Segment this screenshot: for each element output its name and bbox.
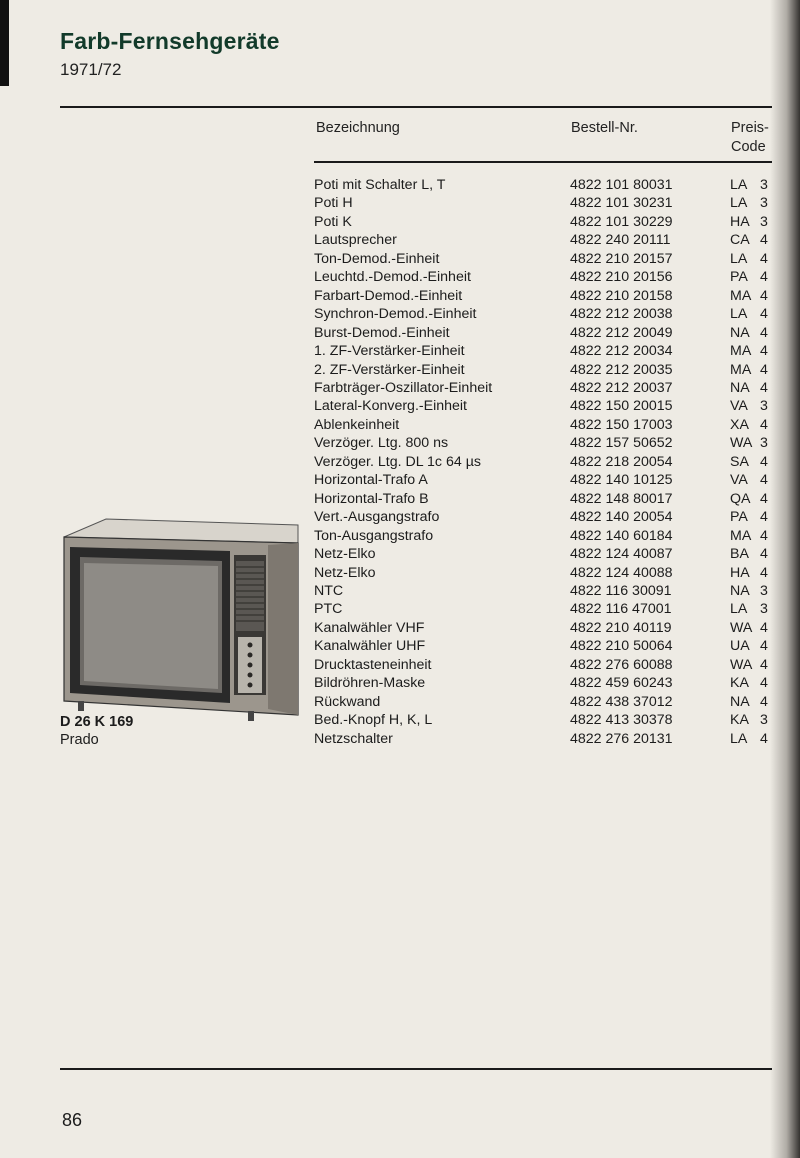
- price-digit: 4: [760, 527, 768, 544]
- price-code: VA: [730, 398, 748, 415]
- part-name: Farbart-Demod.-Einheit: [314, 287, 463, 304]
- price-code: MA: [730, 527, 752, 544]
- price-code: QA: [730, 490, 751, 507]
- page-binding-shadow: [770, 0, 800, 1158]
- table-row: [314, 416, 784, 434]
- product-model-number: D 26 K 169: [60, 714, 134, 730]
- price-code: WA: [730, 619, 753, 636]
- table-row: [314, 324, 784, 342]
- part-name: 1. ZF-Verstärker-Einheit: [314, 343, 465, 359]
- order-number: 4822 212 20035: [570, 361, 673, 378]
- table-row: [314, 600, 784, 618]
- part-name: Kanalwähler VHF: [314, 619, 425, 636]
- part-name: Netz-Elko: [314, 546, 376, 562]
- part-name: PTC: [314, 601, 343, 618]
- price-code: NA: [730, 582, 750, 599]
- price-code: NA: [730, 324, 750, 341]
- price-digit: 4: [760, 306, 768, 323]
- part-name: Netz-Elko: [314, 564, 376, 581]
- order-number: 4822 148 80017: [570, 490, 673, 507]
- order-number: 4822 150 17003: [570, 416, 673, 433]
- part-name: 2. ZF-Verstärker-Einheit: [314, 361, 465, 378]
- price-code: LA: [730, 195, 748, 212]
- page-edge-tab: [0, 0, 9, 86]
- table-row: [314, 508, 784, 526]
- part-name: Kanalwähler UHF: [314, 638, 426, 655]
- price-digit: 3: [760, 177, 768, 193]
- order-number: 4822 212 20049: [570, 324, 673, 341]
- table-row: [314, 361, 784, 379]
- part-name: Vert.-Ausgangstrafo: [314, 509, 440, 526]
- page-title: Farb-Fernsehgeräte: [60, 28, 280, 54]
- price-digit: 3: [760, 213, 768, 230]
- price-digit: 4: [760, 416, 768, 433]
- order-number: 4822 212 20037: [570, 379, 673, 396]
- header-bottom-rule: [314, 161, 772, 163]
- part-name: Leuchtd.-Demod.-Einheit: [314, 269, 471, 286]
- order-number: 4822 140 60184: [570, 527, 673, 544]
- price-code: LA: [730, 250, 748, 267]
- table-row: [314, 213, 784, 231]
- order-number: 4822 101 30231: [570, 195, 673, 212]
- price-digit: 3: [760, 582, 768, 599]
- table-row: [314, 490, 784, 508]
- price-code: WA: [730, 656, 753, 673]
- price-code: LA: [730, 730, 748, 747]
- part-name: Rückwand: [314, 693, 381, 710]
- price-digit: 4: [760, 324, 768, 341]
- price-digit: 4: [760, 232, 768, 249]
- order-number: 4822 212 20038: [570, 306, 673, 323]
- part-name: Bildröhren-Maske: [314, 675, 426, 692]
- price-digit: 4: [760, 546, 768, 562]
- table-row: [314, 471, 784, 489]
- table-row: [314, 231, 784, 249]
- order-number: 4822 212 20034: [570, 343, 673, 359]
- part-name: Bed.-Knopf H, K, L: [314, 712, 433, 728]
- page-number: 86: [62, 1110, 83, 1130]
- price-digit: 4: [760, 379, 768, 396]
- part-name: Ton-Demod.-Einheit: [314, 250, 440, 267]
- table-row: [314, 693, 784, 711]
- table-row: [314, 527, 784, 545]
- price-code: MA: [730, 361, 752, 378]
- part-name: Verzöger. Ltg. 800 ns: [314, 435, 449, 452]
- table-row: [314, 305, 784, 323]
- price-digit: 4: [760, 343, 768, 359]
- price-digit: 4: [760, 453, 768, 470]
- table-row: [314, 250, 784, 268]
- part-name: Drucktasteneinheit: [314, 656, 432, 673]
- table-row: [314, 656, 784, 674]
- price-code: KA: [730, 675, 749, 692]
- price-digit: 4: [760, 361, 768, 378]
- order-number: 4822 157 50652: [570, 435, 673, 452]
- price-digit: 4: [760, 693, 768, 710]
- order-number: 4822 116 30091: [570, 582, 672, 599]
- header-top-rule: [60, 106, 772, 108]
- price-code: HA: [730, 564, 750, 581]
- table-row: [314, 342, 784, 360]
- order-number: 4822 150 20015: [570, 398, 673, 415]
- order-number: 4822 413 30378: [570, 712, 673, 728]
- table-row: [314, 397, 784, 415]
- price-code: PA: [730, 269, 748, 286]
- price-digit: 3: [760, 435, 768, 452]
- order-number: 4822 438 37012: [570, 693, 673, 710]
- price-digit: 4: [760, 490, 768, 507]
- table-row: [314, 176, 784, 194]
- column-header-preis: Preis-: [731, 120, 769, 136]
- price-digit: 3: [760, 712, 768, 728]
- price-digit: 4: [760, 269, 768, 286]
- price-code: NA: [730, 693, 750, 710]
- table-row: [314, 379, 784, 397]
- part-name: Horizontal-Trafo A: [314, 472, 428, 489]
- price-code: MA: [730, 287, 752, 304]
- table-row: [314, 434, 784, 452]
- order-number: 4822 101 80031: [570, 177, 673, 193]
- product-model-name: Prado: [60, 732, 99, 748]
- order-number: 4822 276 20131: [570, 730, 673, 747]
- part-name: Ablenkeinheit: [314, 416, 400, 433]
- table-row: [314, 287, 784, 305]
- price-digit: 4: [760, 472, 768, 489]
- part-name: Horizontal-Trafo B: [314, 490, 429, 507]
- table-row: [314, 268, 784, 286]
- price-code: LA: [730, 177, 748, 193]
- price-code: LA: [730, 306, 748, 323]
- order-number: 4822 101 30229: [570, 213, 673, 230]
- column-header-code: Code: [731, 139, 766, 155]
- price-digit: 4: [760, 730, 768, 747]
- part-name: Ton-Ausgangstrafo: [314, 527, 434, 544]
- table-row: [314, 711, 784, 729]
- part-name: Poti mit Schalter L, T: [314, 177, 446, 193]
- price-code: HA: [730, 213, 750, 230]
- price-code: CA: [730, 232, 750, 249]
- price-code: VA: [730, 472, 748, 489]
- price-digit: 4: [760, 287, 768, 304]
- part-name: Synchron-Demod.-Einheit: [314, 306, 477, 323]
- part-name: Netzschalter: [314, 730, 393, 747]
- price-code: LA: [730, 601, 748, 618]
- column-header-bestell-nr: Bestell-Nr.: [571, 120, 638, 136]
- table-row: [314, 545, 784, 563]
- table-row: [314, 674, 784, 692]
- table-row: [314, 619, 784, 637]
- price-digit: 4: [760, 619, 768, 636]
- order-number: 4822 210 50064: [570, 638, 673, 655]
- price-code: UA: [730, 638, 750, 655]
- price-digit: 4: [760, 675, 768, 692]
- order-number: 4822 124 40087: [570, 546, 673, 562]
- price-code: BA: [730, 546, 749, 562]
- order-number: 4822 140 10125: [570, 472, 673, 489]
- table-row: [314, 564, 784, 582]
- part-name: Lateral-Konverg.-Einheit: [314, 398, 467, 415]
- order-number: 4822 210 20158: [570, 287, 673, 304]
- order-number: 4822 124 40088: [570, 564, 673, 581]
- table-row: [314, 453, 784, 471]
- price-code: WA: [730, 435, 753, 452]
- table-row: [314, 730, 784, 748]
- footer-rule: [60, 1068, 772, 1070]
- price-code: NA: [730, 379, 750, 396]
- order-number: 4822 140 20054: [570, 509, 673, 526]
- table-row: [314, 194, 784, 212]
- order-number: 4822 240 20111: [570, 232, 671, 249]
- price-digit: 3: [760, 195, 768, 212]
- price-digit: 4: [760, 656, 768, 673]
- price-digit: 4: [760, 638, 768, 655]
- part-name: Poti K: [314, 213, 352, 230]
- part-name: NTC: [314, 582, 344, 599]
- table-row: [314, 582, 784, 600]
- price-digit: 3: [760, 398, 768, 415]
- price-code: PA: [730, 509, 748, 526]
- part-name: Lautsprecher: [314, 232, 397, 249]
- part-name: Burst-Demod.-Einheit: [314, 324, 450, 341]
- price-digit: 3: [760, 601, 768, 618]
- order-number: 4822 116 47001: [570, 601, 672, 618]
- order-number: 4822 276 60088: [570, 656, 673, 673]
- price-digit: 4: [760, 509, 768, 526]
- price-digit: 4: [760, 250, 768, 267]
- part-name: Verzöger. Ltg. DL 1c 64 µs: [314, 453, 481, 470]
- page-subtitle: 1971/72: [60, 60, 122, 79]
- price-code: MA: [730, 343, 752, 359]
- table-row: [314, 637, 784, 655]
- order-number: 4822 210 20157: [570, 250, 673, 267]
- order-number: 4822 210 20156: [570, 269, 673, 286]
- order-number: 4822 210 40119: [570, 619, 672, 636]
- column-header-bezeichnung: Bezeichnung: [316, 120, 400, 136]
- part-name: Farbträger-Oszillator-Einheit: [314, 379, 493, 396]
- price-digit: 4: [760, 564, 768, 581]
- tv-set-illustration: [60, 515, 302, 729]
- price-code: KA: [730, 712, 749, 728]
- order-number: 4822 218 20054: [570, 453, 673, 470]
- part-name: Poti H: [314, 195, 353, 212]
- order-number: 4822 459 60243: [570, 675, 673, 692]
- price-code: SA: [730, 453, 749, 470]
- price-code: XA: [730, 416, 749, 433]
